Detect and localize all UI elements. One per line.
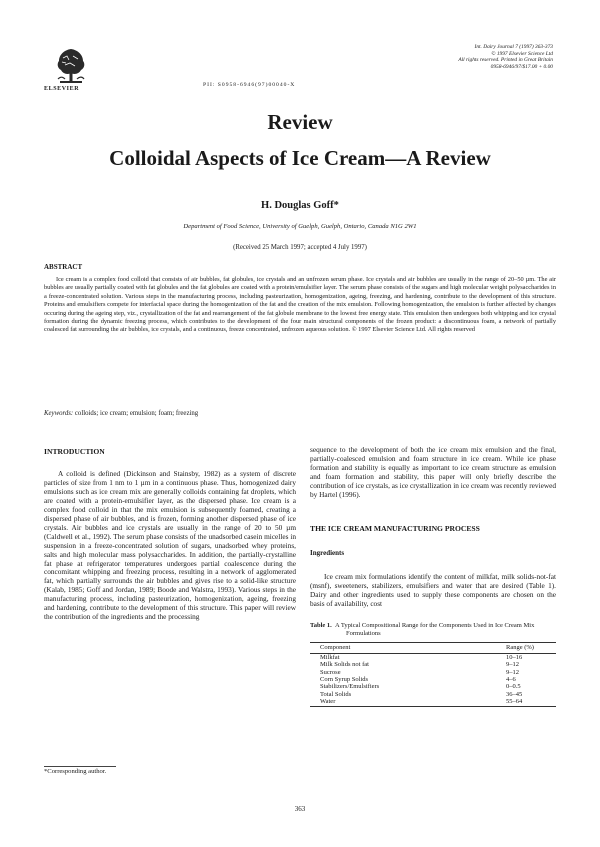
journal-info	[458, 44, 553, 70]
table-row	[310, 669, 556, 676]
range-cell: 55–64	[506, 698, 556, 707]
column-header-range: Range (%)	[506, 642, 556, 654]
range-cell: 4–6	[506, 675, 516, 683]
article-type-label: Review	[267, 110, 333, 134]
introduction-continued-text: sequence to the development of both the ice cream mix emulsion and the final, partially-coalesced emulsion and foam structure in ice cream. While ice phase formation and stability is equally as important to ice cream structure as emulsion and foam formation and stability, this paper will only briefly describe the contribution of ice crystals, as ice crystallization in ice cream was recently reviewed by Hartel (1996).	[310, 445, 556, 499]
received-dates: (Received 25 March 1997; accepted 4 July 1997)	[233, 244, 367, 251]
composition-table	[310, 642, 556, 708]
table-caption-text: A Typical Compositional Range for the Components Used in Ice Cream Mix Formulations	[335, 621, 535, 637]
keywords-label: Keywords:	[44, 410, 74, 417]
manufacturing-heading: THE ICE CREAM MANUFACTURING PROCESS	[310, 523, 480, 533]
table-caption	[310, 622, 556, 638]
table-row	[310, 691, 556, 698]
table-row	[310, 683, 556, 690]
table-row	[310, 698, 556, 707]
range-cell: 36–45	[506, 690, 523, 698]
component-cell: Water	[310, 698, 506, 707]
table-row	[310, 676, 556, 683]
component-cell: Total Solids	[320, 690, 352, 698]
ingredients-subheading: Ingredients	[310, 548, 345, 557]
footnote: *Corresponding author.	[44, 768, 107, 775]
author-affiliation: Department of Food Science, University of Guelph, Guelph, Ontario, Canada N1G 2W1	[183, 223, 417, 230]
rights-line: All rights reserved. Printed in Great Britain	[458, 57, 553, 64]
range-cell: 0–0.5	[506, 683, 521, 691]
abstract-text: Ice cream is a complex food colloid that consists of air bubbles, fat globules, ice crystals and an unfrozen serum phase. Ice crystals and air bubbles are usually in the range of 20–50 µm. The air bubbles are usually partially coated with fat globules and the fat globules are coated with a protein/emulsifier layer. The serum phase consists of the sugars and high molecular weight polysaccharides in a freeze-concentrated solution. Various steps in the manufacturing process, including pasteurization, homogenization, ageing, freezing, and hardening, contribute to the development of this structure. Proteins and emulsifiers compete for interfacial space during the homogenization of the fat and the creation of the mix emulsion. Following homogenization, the emulsion is further affected by changes occuring during the ageing step, viz., crystallization of the fat and rearrangement of the fat globule membrane to the lowest free energy state. This emulsion then undergoes both whipping and ice crystal formation during the dynamic freezing process, which contributes to the development of the four main structural components of the frozen product: a discontinuous foam, a network of partially coalesced fat surrounding the air bubbles, ice crystals, and a continuous, freeze concentrated, unfrozen aqueous solution. © 1997 Elsevier Science Ltd. All rights reserved	[44, 276, 556, 334]
footnote-rule	[44, 766, 116, 767]
keywords	[44, 410, 198, 417]
issn-line: 0958-6946/97/$17.00 + 0.00	[490, 63, 553, 70]
publisher-name: ELSEVIER	[44, 86, 80, 92]
ingredients-text: Ice cream mix formulations identify the content of milkfat, milk solids-not-fat (msnf), sweeteners, stabilizers, emulsifiers and water that are desired (Table 1). Dairy and other ingredients used to supply these components are chosen on the basis of availability, cost	[310, 571, 556, 608]
table-header-row	[310, 642, 556, 654]
page-number: 363	[294, 805, 306, 813]
table-row	[310, 661, 556, 668]
article-title: Colloidal Aspects of Ice Cream—A Review	[109, 146, 491, 170]
introduction-text: A colloid is defined (Dickinson and Stainsby, 1982) as a system of discrete particles of size from 1 nm to 1 µm in a continuous phase. Thus, homogenized dairy emulsions such as ice cream mix are generally colloids containing fat droplets, which are coated with a protein-emulsifier layer, as the dispersed phase. Ice cream is a complex food colloid in that the mix emulsion is subsequently foamed, creating a dispersed phase of air bubbles, and is frozen, forming another dispersed phase of ice crystals. Air bubbles and ice crystals are usually in the range of 20 to 50 µm (Caldwell et al., 1992). The serum phase consists of the unadsorbed casein micelles in suspension in a freeze-concentrated solution of sugars, unadsorbed whey proteins, salts and high molecular mass polysaccharides. In addition, the partially-crystalline fat phase at refrigerator temperatures undergoes partial coalescence during the concomitant whipping and freezing process, resulting in a network of agglomerated fat, which partially surrounds the air bubbles and gives rise to a solid-like structure (Kalab, 1985; Goff and Jordan, 1989; Boode and Walstra, 1993). Various steps in the manufacturing process, including pasteurization, homogenization, ageing, freezing and hardening, contribute to the development of this structure. This paper will review the contribution of the ingredients and the processing	[44, 469, 296, 622]
component-cell: Milkfat	[320, 654, 340, 662]
component-cell: Stabilizers/Emulsifiers	[320, 683, 380, 691]
copyright-line: © 1997 Elsevier Science Ltd	[491, 50, 553, 57]
column-header-component: Component	[310, 642, 506, 654]
introduction-heading: INTRODUCTION	[44, 447, 105, 456]
left-column	[44, 447, 296, 622]
pii-identifier: PII: S0958-6946(97)00040-X	[203, 82, 296, 88]
component-cell: Milk Solids not fat	[320, 661, 369, 669]
component-cell: Sucrose	[320, 668, 341, 676]
keywords-text: colloids; ice cream; emulsion; foam; freezing	[73, 410, 199, 417]
table-caption-label: Table 1.	[310, 621, 332, 629]
range-cell: 9–12	[506, 668, 519, 676]
table-row	[310, 654, 556, 662]
right-column	[310, 446, 556, 707]
range-cell: 9–12	[506, 661, 519, 669]
journal-citation: Int. Dairy Journal 7 (1997) 363-373	[474, 44, 553, 50]
elsevier-tree-logo	[54, 46, 88, 84]
abstract-heading: ABSTRACT	[44, 263, 83, 271]
author-name: H. Douglas Goff*	[261, 200, 339, 211]
range-cell: 10–16	[506, 654, 523, 662]
component-cell: Corn Syrup Solids	[320, 675, 369, 683]
